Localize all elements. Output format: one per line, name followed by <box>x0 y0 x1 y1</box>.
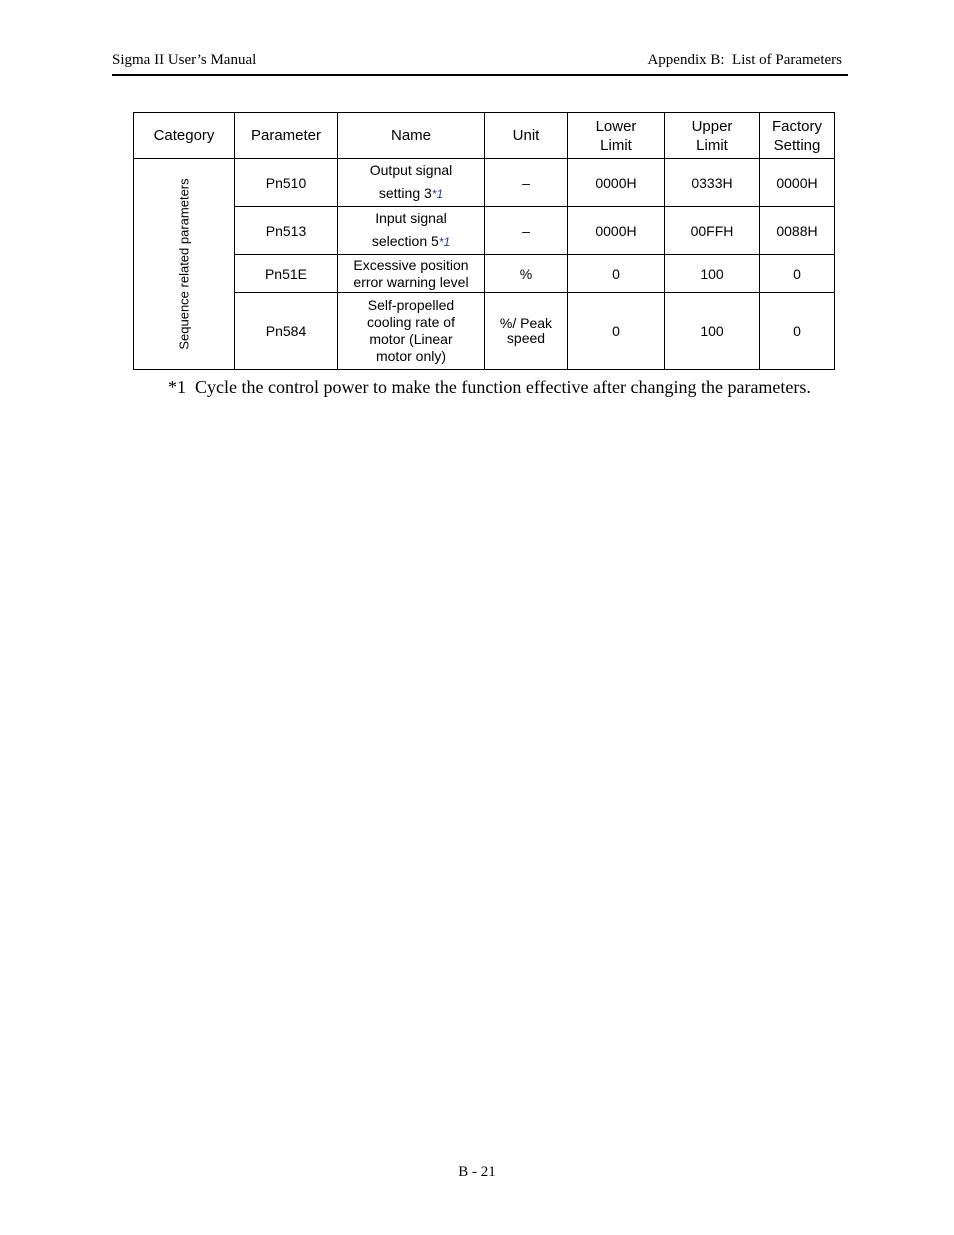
page-number: B - 21 <box>458 1164 496 1180</box>
header-factory-line2: Setting <box>773 136 821 154</box>
lower-limit-cell: 0 <box>568 255 665 293</box>
lower-limit-cell: 0000H <box>568 207 665 255</box>
header-lower-line1: Lower <box>595 117 637 135</box>
header-upper-limit <box>665 113 760 159</box>
header-parameter: Parameter <box>235 113 338 159</box>
category-label: Sequence related parameters <box>176 178 192 350</box>
header-category: Category <box>134 113 235 159</box>
table-row <box>134 255 835 293</box>
name-line2: setting 3 <box>378 185 432 201</box>
name-line1: Output signal <box>369 162 453 178</box>
parameter-cell: Pn510 <box>235 159 338 207</box>
factory-setting-cell: 0 <box>760 293 835 370</box>
factory-setting-cell: 0000H <box>760 159 835 207</box>
parameter-table <box>133 112 835 370</box>
unit-cell: – <box>485 159 568 207</box>
header-upper-line2: Limit <box>696 136 728 154</box>
name-cell <box>338 255 485 293</box>
unit-cell: – <box>485 207 568 255</box>
lower-limit-cell: 0 <box>568 293 665 370</box>
header-divider <box>112 74 848 76</box>
name-cell <box>338 159 485 207</box>
header-manual-title: Sigma II User’s Manual <box>112 52 257 68</box>
name-line1: Input signal <box>375 210 447 226</box>
name-cell <box>338 293 485 370</box>
unit-line1: %/ Peak <box>499 315 553 331</box>
upper-limit-cell: 0333H <box>665 159 760 207</box>
unit-line2: speed <box>506 330 546 346</box>
name-line2: selection 5 <box>371 233 439 249</box>
unit-cell: % <box>485 255 568 293</box>
footnote-marker: *1 <box>438 235 451 249</box>
upper-limit-cell: 100 <box>665 293 760 370</box>
parameter-cell: Pn584 <box>235 293 338 370</box>
unit-cell <box>485 293 568 370</box>
header-factory-line1: Factory <box>771 117 822 135</box>
category-cell <box>134 159 235 370</box>
upper-limit-cell: 100 <box>665 255 760 293</box>
footnote: *1 Cycle the control power to make the function effective after changing the parameters. <box>168 377 811 397</box>
header-factory-setting <box>760 113 835 159</box>
parameter-cell: Pn51E <box>235 255 338 293</box>
table-header-row <box>134 113 835 159</box>
name-line3: motor (Linear <box>369 331 453 347</box>
header-section-title: Appendix B: List of Parameters <box>647 52 842 68</box>
lower-limit-cell: 0000H <box>568 159 665 207</box>
name-line2: error warning level <box>353 273 469 290</box>
header-unit: Unit <box>485 113 568 159</box>
name-cell <box>338 207 485 255</box>
header-lower-line2: Limit <box>600 136 632 154</box>
upper-limit-cell: 00FFH <box>665 207 760 255</box>
name-line1: Self-propelled <box>367 297 455 313</box>
header-upper-line1: Upper <box>691 117 733 135</box>
name-line2: cooling rate of <box>367 314 455 330</box>
parameter-cell: Pn513 <box>235 207 338 255</box>
name-line4: motor only) <box>375 348 447 364</box>
header-name: Name <box>338 113 485 159</box>
factory-setting-cell: 0088H <box>760 207 835 255</box>
table-row <box>134 159 835 207</box>
name-line1: Excessive position <box>353 256 469 273</box>
table-row <box>134 207 835 255</box>
table-row <box>134 293 835 370</box>
footnote-marker: *1 <box>431 187 444 201</box>
header-lower-limit <box>568 113 665 159</box>
factory-setting-cell: 0 <box>760 255 835 293</box>
